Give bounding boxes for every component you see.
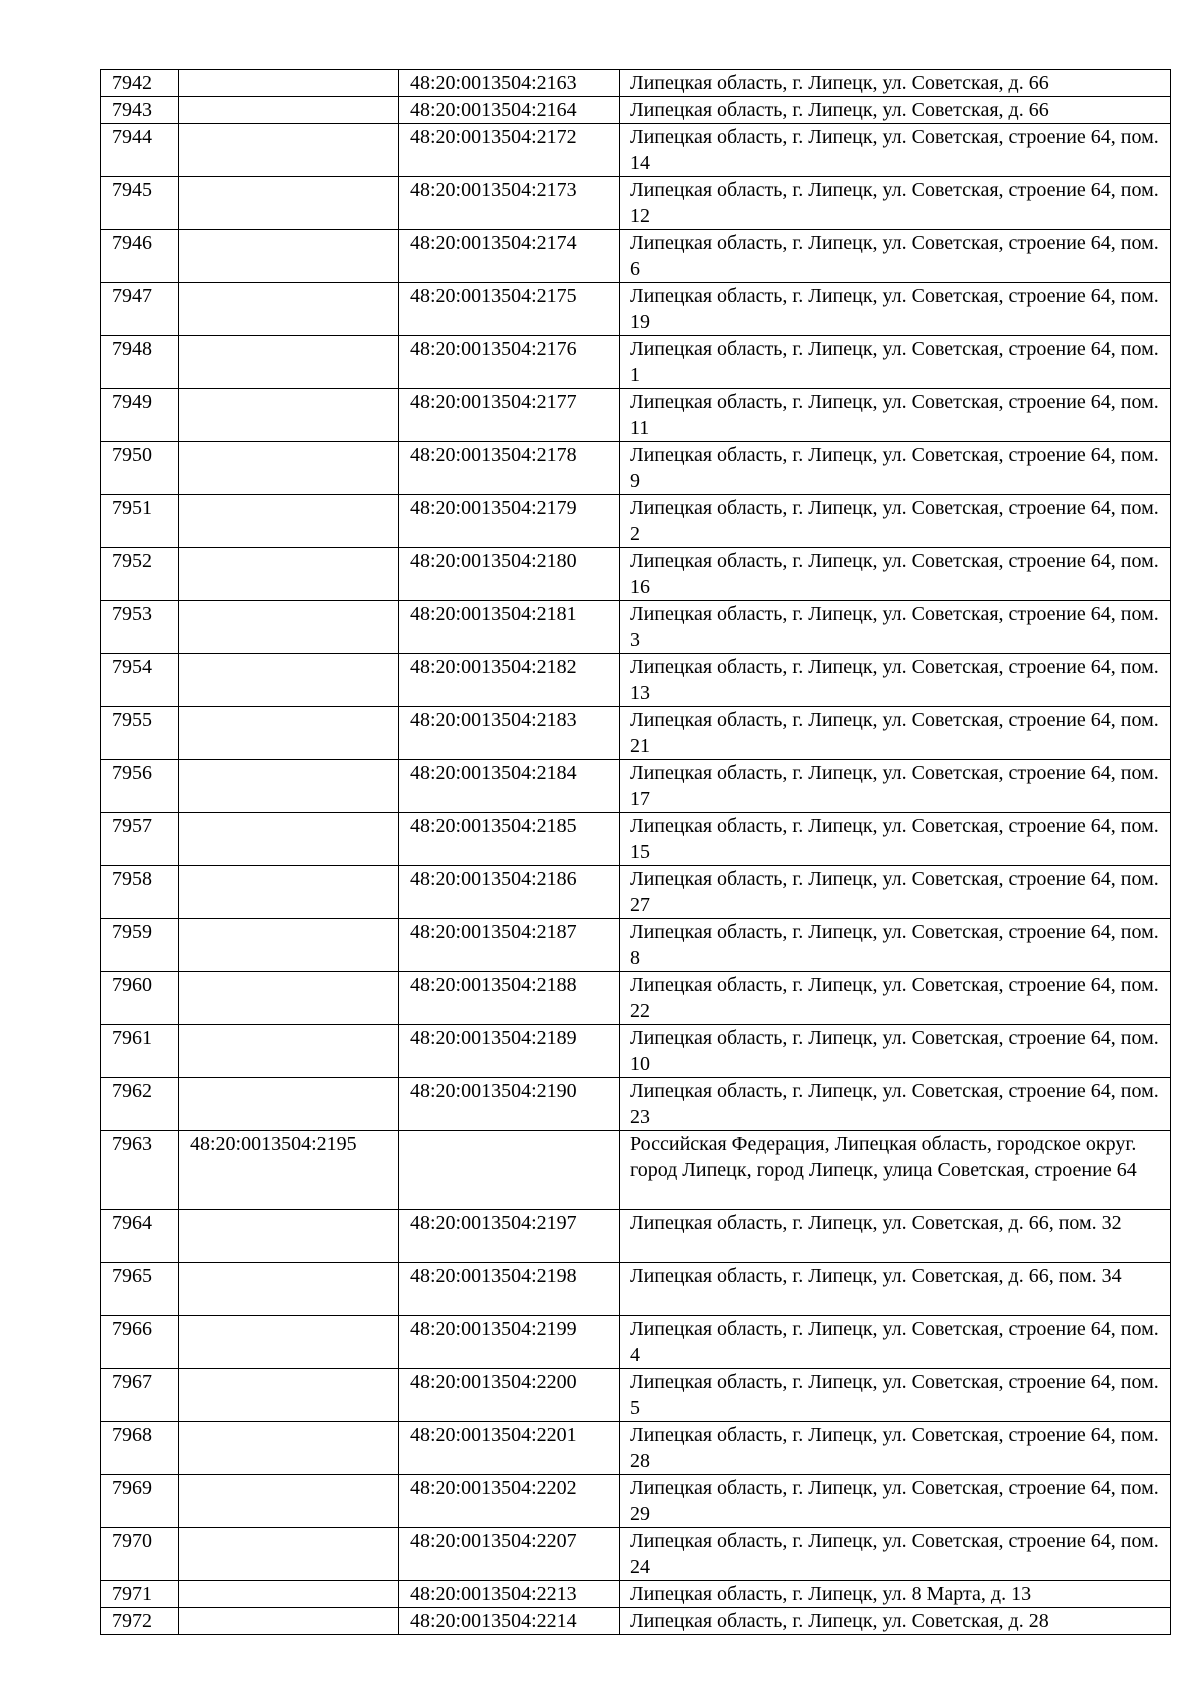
address: Липецкая область, г. Липецк, ул. Советская, строение 64, пом. 8: [620, 919, 1171, 972]
table-row: [101, 70, 1171, 97]
object-cadastral-number: 48:20:0013504:2182: [399, 654, 620, 707]
row-number: 7968: [101, 1422, 179, 1475]
parcel-cadastral-number: [179, 442, 399, 495]
row-number: 7943: [101, 97, 179, 124]
parcel-cadastral-number: [179, 1316, 399, 1369]
address: Липецкая область, г. Липецк, ул. Советская, строение 64, пом. 4: [620, 1316, 1171, 1369]
row-number: 7959: [101, 919, 179, 972]
row-number: 7965: [101, 1263, 179, 1316]
parcel-cadastral-number: [179, 283, 399, 336]
address: Липецкая область, г. Липецк, ул. Советская, строение 64, пом. 22: [620, 972, 1171, 1025]
table-row: [101, 919, 1171, 972]
object-cadastral-number: 48:20:0013504:2164: [399, 97, 620, 124]
parcel-cadastral-number: [179, 1528, 399, 1581]
address: Липецкая область, г. Липецк, ул. Советская, строение 64, пом. 6: [620, 230, 1171, 283]
address: Липецкая область, г. Липецк, ул. Советская, строение 64, пом. 16: [620, 548, 1171, 601]
address: Липецкая область, г. Липецк, ул. Советская, строение 64, пом. 29: [620, 1475, 1171, 1528]
object-cadastral-number: 48:20:0013504:2177: [399, 389, 620, 442]
object-cadastral-number: 48:20:0013504:2189: [399, 1025, 620, 1078]
parcel-cadastral-number: [179, 495, 399, 548]
object-cadastral-number: 48:20:0013504:2200: [399, 1369, 620, 1422]
address: Липецкая область, г. Липецк, ул. Советская, строение 64, пом. 17: [620, 760, 1171, 813]
row-number: 7955: [101, 707, 179, 760]
object-cadastral-number: 48:20:0013504:2213: [399, 1581, 620, 1608]
address: Липецкая область, г. Липецк, ул. Советская, д. 66, пом. 32: [620, 1210, 1171, 1263]
row-number: 7953: [101, 601, 179, 654]
parcel-cadastral-number: [179, 177, 399, 230]
object-cadastral-number: 48:20:0013504:2188: [399, 972, 620, 1025]
table-row: [101, 1422, 1171, 1475]
table-row: [101, 1581, 1171, 1608]
parcel-cadastral-number: [179, 97, 399, 124]
object-cadastral-number: 48:20:0013504:2187: [399, 919, 620, 972]
row-number: 7956: [101, 760, 179, 813]
row-number: 7945: [101, 177, 179, 230]
registry-table: [100, 69, 1171, 1635]
row-number: 7942: [101, 70, 179, 97]
table-row: [101, 1475, 1171, 1528]
object-cadastral-number: 48:20:0013504:2174: [399, 230, 620, 283]
table-row: [101, 97, 1171, 124]
address: Липецкая область, г. Липецк, ул. Советская, строение 64, пом. 15: [620, 813, 1171, 866]
row-number: 7960: [101, 972, 179, 1025]
parcel-cadastral-number: [179, 919, 399, 972]
table-row: [101, 389, 1171, 442]
row-number: 7954: [101, 654, 179, 707]
address: Липецкая область, г. Липецк, ул. 8 Марта, д. 13: [620, 1581, 1171, 1608]
table-row: [101, 866, 1171, 919]
address: Липецкая область, г. Липецк, ул. Советская, д. 66: [620, 97, 1171, 124]
address: Липецкая область, г. Липецк, ул. Советская, строение 64, пом. 23: [620, 1078, 1171, 1131]
parcel-cadastral-number: [179, 1422, 399, 1475]
parcel-cadastral-number: [179, 707, 399, 760]
row-number: 7972: [101, 1608, 179, 1635]
parcel-cadastral-number: [179, 654, 399, 707]
parcel-cadastral-number: [179, 1475, 399, 1528]
object-cadastral-number: 48:20:0013504:2202: [399, 1475, 620, 1528]
table-row: [101, 548, 1171, 601]
parcel-cadastral-number: [179, 1078, 399, 1131]
object-cadastral-number: [399, 1131, 620, 1210]
table-row: [101, 1131, 1171, 1210]
parcel-cadastral-number: [179, 1608, 399, 1635]
object-cadastral-number: 48:20:0013504:2199: [399, 1316, 620, 1369]
table-row: [101, 230, 1171, 283]
address: Липецкая область, г. Липецк, ул. Советская, строение 64, пом. 2: [620, 495, 1171, 548]
row-number: 7948: [101, 336, 179, 389]
row-number: 7967: [101, 1369, 179, 1422]
address: Липецкая область, г. Липецк, ул. Советская, строение 64, пом. 28: [620, 1422, 1171, 1475]
object-cadastral-number: 48:20:0013504:2201: [399, 1422, 620, 1475]
address: Липецкая область, г. Липецк, ул. Советская, строение 64, пом. 24: [620, 1528, 1171, 1581]
object-cadastral-number: 48:20:0013504:2163: [399, 70, 620, 97]
table-row: [101, 177, 1171, 230]
address: Липецкая область, г. Липецк, ул. Советская, строение 64, пом. 10: [620, 1025, 1171, 1078]
table-row: [101, 124, 1171, 177]
address: Липецкая область, г. Липецк, ул. Советская, строение 64, пом. 12: [620, 177, 1171, 230]
object-cadastral-number: 48:20:0013504:2181: [399, 601, 620, 654]
parcel-cadastral-number: [179, 972, 399, 1025]
object-cadastral-number: 48:20:0013504:2207: [399, 1528, 620, 1581]
address: Российская Федерация, Липецкая область, городское округ. город Липецк, город Липецк, улица Советская, строение 64: [620, 1131, 1171, 1210]
table-row: [101, 1608, 1171, 1635]
table-row: [101, 760, 1171, 813]
object-cadastral-number: 48:20:0013504:2180: [399, 548, 620, 601]
address: Липецкая область, г. Липецк, ул. Советская, д. 66, пом. 34: [620, 1263, 1171, 1316]
address: Липецкая область, г. Липецк, ул. Советская, строение 64, пом. 5: [620, 1369, 1171, 1422]
table-row: [101, 336, 1171, 389]
parcel-cadastral-number: [179, 1369, 399, 1422]
table-row: [101, 283, 1171, 336]
object-cadastral-number: 48:20:0013504:2214: [399, 1608, 620, 1635]
row-number: 7944: [101, 124, 179, 177]
parcel-cadastral-number: 48:20:0013504:2195: [179, 1131, 399, 1210]
table-row: [101, 1210, 1171, 1263]
parcel-cadastral-number: [179, 70, 399, 97]
object-cadastral-number: 48:20:0013504:2190: [399, 1078, 620, 1131]
row-number: 7964: [101, 1210, 179, 1263]
parcel-cadastral-number: [179, 1581, 399, 1608]
table-row: [101, 1263, 1171, 1316]
parcel-cadastral-number: [179, 760, 399, 813]
address: Липецкая область, г. Липецк, ул. Советская, д. 28: [620, 1608, 1171, 1635]
object-cadastral-number: 48:20:0013504:2173: [399, 177, 620, 230]
table-row: [101, 495, 1171, 548]
object-cadastral-number: 48:20:0013504:2176: [399, 336, 620, 389]
row-number: 7950: [101, 442, 179, 495]
row-number: 7962: [101, 1078, 179, 1131]
address: Липецкая область, г. Липецк, ул. Советская, строение 64, пом. 3: [620, 601, 1171, 654]
object-cadastral-number: 48:20:0013504:2185: [399, 813, 620, 866]
row-number: 7969: [101, 1475, 179, 1528]
address: Липецкая область, г. Липецк, ул. Советская, строение 64, пом. 1: [620, 336, 1171, 389]
object-cadastral-number: 48:20:0013504:2178: [399, 442, 620, 495]
object-cadastral-number: 48:20:0013504:2186: [399, 866, 620, 919]
object-cadastral-number: 48:20:0013504:2179: [399, 495, 620, 548]
address: Липецкая область, г. Липецк, ул. Советская, строение 64, пом. 11: [620, 389, 1171, 442]
parcel-cadastral-number: [179, 866, 399, 919]
parcel-cadastral-number: [179, 389, 399, 442]
parcel-cadastral-number: [179, 813, 399, 866]
registry-table-body: [101, 70, 1171, 1635]
object-cadastral-number: 48:20:0013504:2197: [399, 1210, 620, 1263]
address: Липецкая область, г. Липецк, ул. Советская, строение 64, пом. 19: [620, 283, 1171, 336]
row-number: 7957: [101, 813, 179, 866]
object-cadastral-number: 48:20:0013504:2172: [399, 124, 620, 177]
table-row: [101, 1316, 1171, 1369]
parcel-cadastral-number: [179, 1025, 399, 1078]
address: Липецкая область, г. Липецк, ул. Советская, строение 64, пом. 13: [620, 654, 1171, 707]
parcel-cadastral-number: [179, 548, 399, 601]
row-number: 7951: [101, 495, 179, 548]
table-row: [101, 654, 1171, 707]
address: Липецкая область, г. Липецк, ул. Советская, строение 64, пом. 27: [620, 866, 1171, 919]
table-row: [101, 1078, 1171, 1131]
address: Липецкая область, г. Липецк, ул. Советская, д. 66: [620, 70, 1171, 97]
row-number: 7958: [101, 866, 179, 919]
parcel-cadastral-number: [179, 601, 399, 654]
parcel-cadastral-number: [179, 336, 399, 389]
object-cadastral-number: 48:20:0013504:2184: [399, 760, 620, 813]
address: Липецкая область, г. Липецк, ул. Советская, строение 64, пом. 21: [620, 707, 1171, 760]
row-number: 7947: [101, 283, 179, 336]
parcel-cadastral-number: [179, 230, 399, 283]
table-row: [101, 1528, 1171, 1581]
table-row: [101, 972, 1171, 1025]
object-cadastral-number: 48:20:0013504:2198: [399, 1263, 620, 1316]
table-row: [101, 601, 1171, 654]
parcel-cadastral-number: [179, 1263, 399, 1316]
row-number: 7970: [101, 1528, 179, 1581]
row-number: 7971: [101, 1581, 179, 1608]
row-number: 7966: [101, 1316, 179, 1369]
object-cadastral-number: 48:20:0013504:2183: [399, 707, 620, 760]
row-number: 7949: [101, 389, 179, 442]
address: Липецкая область, г. Липецк, ул. Советская, строение 64, пом. 14: [620, 124, 1171, 177]
row-number: 7963: [101, 1131, 179, 1210]
table-row: [101, 707, 1171, 760]
object-cadastral-number: 48:20:0013504:2175: [399, 283, 620, 336]
parcel-cadastral-number: [179, 124, 399, 177]
address: Липецкая область, г. Липецк, ул. Советская, строение 64, пом. 9: [620, 442, 1171, 495]
row-number: 7961: [101, 1025, 179, 1078]
parcel-cadastral-number: [179, 1210, 399, 1263]
table-row: [101, 442, 1171, 495]
table-row: [101, 1369, 1171, 1422]
table-row: [101, 1025, 1171, 1078]
row-number: 7946: [101, 230, 179, 283]
row-number: 7952: [101, 548, 179, 601]
table-row: [101, 813, 1171, 866]
